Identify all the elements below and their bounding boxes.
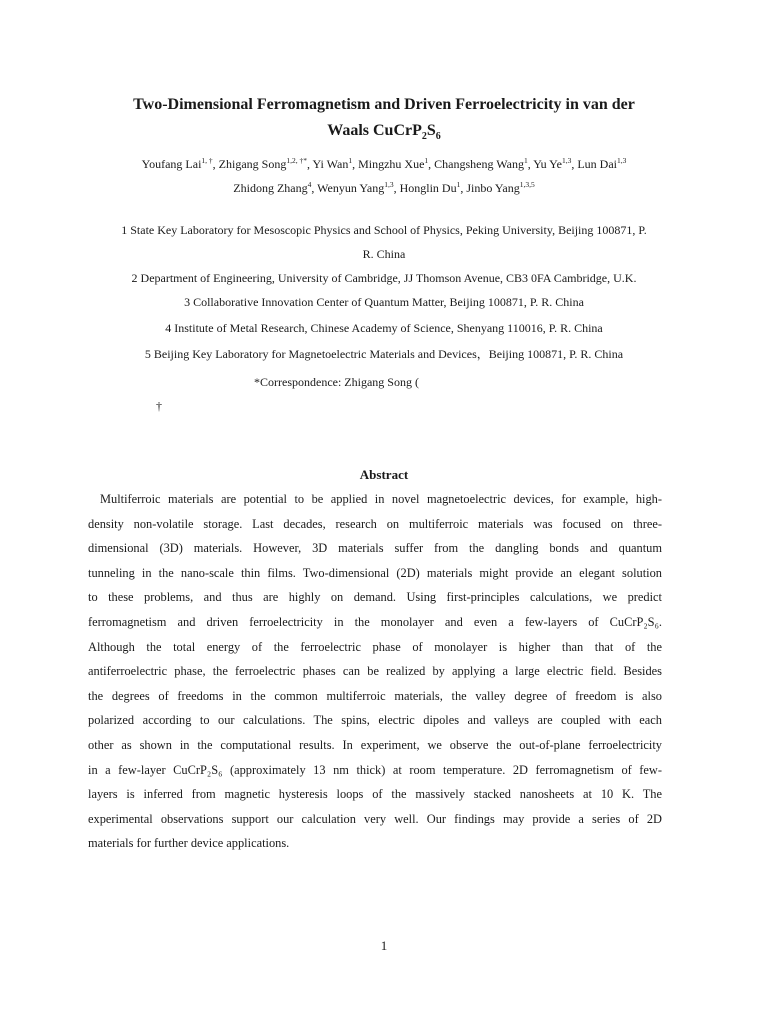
author-affiliation-marker: 1 (424, 156, 429, 165)
affiliation-1-line-1: 1 State Key Laboratory for Mesoscopic Physics and School of Physics, Peking University, Beijing 100871, P. (121, 223, 647, 237)
author (358, 157, 428, 171)
author-affiliation-marker: 1, † (201, 156, 213, 165)
abstract-body (88, 487, 662, 856)
author (434, 157, 528, 171)
author-list (60, 152, 708, 200)
abstract-line: experimental observations support our calculation very well. Our findings may provide a series of 2D (88, 811, 662, 826)
abstract-line: layers is inferred from magnetic hysteresis loops of the massively stacked nanosheets at 10 K. The (88, 787, 662, 802)
author-affiliation-marker: 1,3 (617, 156, 627, 165)
abstract-line: to these problems, and thus are highly on demand. Using first-principles calculations, we predict (88, 590, 662, 605)
abstract-line: density non-volatile storage. Last decades, research on multiferroic materials was focused on three- (88, 516, 662, 531)
author-name: Jinbo Yang (466, 181, 520, 195)
author (577, 157, 626, 171)
affiliation-3: 3 Collaborative Innovation Center of Quantum Matter, Beijing 100871, P. R. China (184, 295, 584, 309)
abstract-line: ferromagnetism and driven ferroelectricity in the monolayer and even a few-layers of CuCrP₂S₆. (88, 614, 662, 629)
author-name: Wenyun Yang (317, 181, 385, 195)
author (466, 181, 534, 195)
affiliation-1 (90, 218, 678, 266)
author (400, 181, 461, 195)
dagger-footnote: † (156, 399, 162, 413)
author-line-1: Youfang Lai$^{1, \dagger}$, Zhigang Song$^{1,2, \dagger*}$, Yi Wan$^1$, Mingzhu Xue$^1$, Changsheng Wang$^1$, Yu Ye$^{1,3}$, Lun Dai$^{1,3}$ (141, 156, 627, 171)
abstract-line: Although the total energy of the ferroelectric phase of monolayer is higher than that of the (88, 639, 662, 654)
author-affiliation-marker: 1 (456, 180, 461, 189)
title-subscript-6: 6 (435, 131, 441, 143)
author (533, 157, 571, 171)
author-name: Zhigang Song (218, 157, 287, 171)
title-line-2 (60, 118, 708, 150)
abstract-line: in a few-layer CuCrP₂S₆ (approximately 13 nm thick) at room temperature. 2D ferromagnetism of few- (88, 762, 662, 777)
author-name: Yu Ye (533, 157, 562, 171)
author-affiliation-marker: 1 (523, 156, 528, 165)
affiliation-1-line-2: R. China (362, 247, 406, 261)
author-name: Youfang Lai (141, 157, 202, 171)
title-line-2-s: S (426, 122, 436, 139)
author-name: Lun Dai (577, 157, 617, 171)
abstract-line: other as shown in the computational results. In experiment, we observe the out-of-plane ferroelectricity (88, 737, 662, 752)
abstract-line: dimensional (3D) materials. However, 3D materials suffer from the dangling bonds and quantum (88, 541, 662, 556)
title-line-1: Two-Dimensional Ferromagnetism and Driven Ferroelectricity in van der (133, 96, 635, 113)
affiliation-5: 5 Beijing Key Laboratory for Magnetoelectric Materials and Devices，Beijing 100871, P. R. China (144, 347, 624, 361)
correspondence-note: *Correspondence: Zhigang Song ( (254, 375, 419, 389)
title-line-2-text: Waals CuCrP (327, 122, 422, 139)
abstract-line: polarized according to our calculations. The spins, electric dipoles and valleys are coupled with each (88, 713, 662, 728)
affiliation-4: 4 Institute of Metal Research, Chinese Academy of Science, Shenyang 110016, P. R. China (165, 321, 603, 335)
author-affiliation-marker: 1,2, †* (286, 156, 307, 165)
abstract-line: antiferroelectric phase, the ferroelectric phases can be realized by applying a large electric field. Besides (88, 664, 662, 679)
author-affiliation-marker: 1,3 (384, 180, 394, 189)
author (219, 157, 307, 171)
author-affiliation-marker: 4 (307, 180, 312, 189)
author-affiliation-marker: 1,3,5 (519, 180, 535, 189)
abstract-line: materials for further device applications. (88, 836, 290, 851)
author (142, 157, 213, 171)
author (233, 181, 311, 195)
author-name: Zhidong Zhang (233, 181, 308, 195)
page-number: 1 (380, 938, 388, 953)
abstract-heading: Abstract (359, 467, 409, 482)
author-name: Changsheng Wang (434, 157, 524, 171)
author-affiliation-marker: 1,3 (561, 156, 572, 165)
paper-title (60, 92, 708, 150)
author-name: Honglin Du (399, 181, 457, 195)
author-name: Yi Wan (312, 157, 349, 171)
title-subscript-2: 2 (421, 131, 427, 143)
abstract-line: tunneling in the nano-scale thin films. Two-dimensional (2D) materials might provide an elegant solution (88, 565, 662, 580)
author (313, 157, 353, 171)
abstract-line: the degrees of freedoms in the common multiferroic materials, the valley degree of freedom is also (88, 688, 662, 703)
abstract-line: Multiferroic materials are potential to be applied in novel magnetoelectric devices, for example, high- (100, 492, 662, 506)
author-name: Mingzhu Xue (358, 157, 425, 171)
author (317, 181, 393, 195)
author-affiliation-marker: 1 (348, 156, 353, 165)
affiliation-2: 2 Department of Engineering, University of Cambridge, JJ Thomson Avenue, CB3 0FA Cambridge, U.K. (131, 271, 637, 285)
author-line-2: Zhidong Zhang$^4$, Wenyun Yang$^{1,3}$, Honglin Du$^1$, Jinbo Yang$^{1,3,5}$ (233, 180, 535, 195)
